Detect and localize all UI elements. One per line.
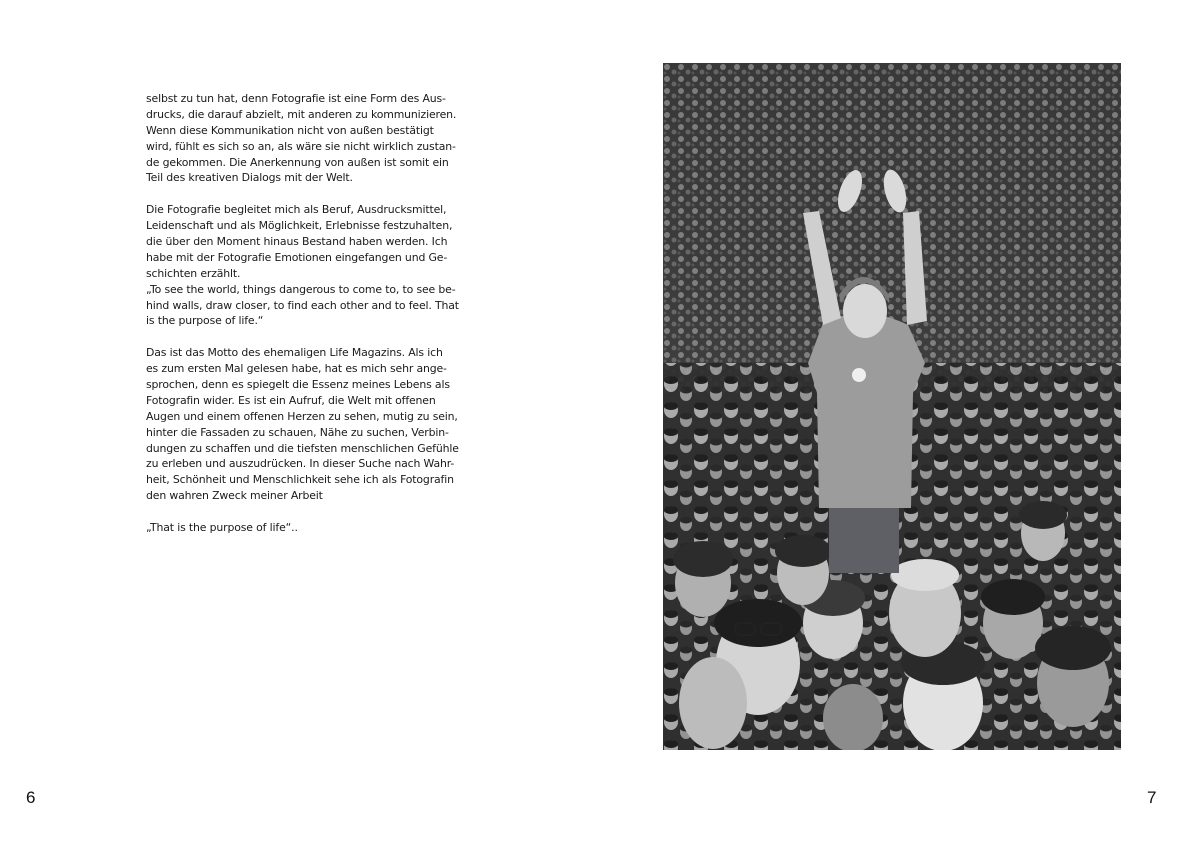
text-line: hinter die Fassaden zu schauen, Nähe zu suchen, Verbin- (146, 425, 449, 439)
text-line: habe mit der Fotografie Emotionen eingefangen und Ge- (146, 250, 448, 264)
text-line: sprochen, denn es spiegelt die Essenz meines Lebens als (146, 378, 450, 392)
body-text-column (146, 91, 458, 536)
text-line: de gekommen. Die Anerkennung von außen ist somit ein (146, 155, 449, 169)
photo-illustration (663, 63, 1121, 750)
page-number-right: 7 (1147, 788, 1157, 807)
text-line: Leidenschaft und als Möglichkeit, Erlebnisse festzuhalten, (146, 219, 453, 233)
text-line: schichten erzählt. (146, 266, 241, 280)
text-line: Das ist das Motto des ehemaligen Life Magazins. Als ich (146, 346, 443, 360)
text-line: es zum ersten Mal gelesen habe, hat es mich sehr ange- (146, 362, 447, 376)
text-line: den wahren Zweck meiner Arbeit (146, 489, 323, 503)
text-line: Die Fotografie begleitet mich als Beruf, Ausdrucksmittel, (146, 203, 447, 217)
paragraph-gap (146, 329, 458, 345)
text-line: heit, Schönheit und Menschlichkeit sehe ich als Fotografin (146, 473, 454, 487)
text-line: drucks, die darauf abzielt, mit anderen zu kommunizieren. (146, 107, 457, 121)
text-line: is the purpose of life.“ (146, 314, 264, 328)
text-line: „That is the purpose of life“.. (146, 521, 298, 535)
text-line: selbst zu tun hat, denn Fotografie ist eine Form des Aus- (146, 92, 446, 105)
right-page (596, 0, 1191, 842)
text-line: hind walls, draw closer, to find each other and to feel. That (146, 298, 459, 312)
concert-crowd-photo (663, 63, 1121, 750)
text-line: dungen zu schaffen und die tiefsten menschlichen Gefühle (146, 441, 459, 455)
left-page (0, 0, 595, 842)
text-line: „To see the world, things dangerous to come to, to see be- (146, 282, 456, 296)
text-line: Fotografin wider. Es ist ein Aufruf, die Welt mit offenen (146, 393, 436, 407)
page-number-left: 6 (26, 788, 36, 807)
text-line: die über den Moment hinaus Bestand haben werden. Ich (146, 235, 448, 249)
paragraph-gap (146, 504, 458, 520)
text-line: Wenn diese Kommunikation nicht von außen bestätigt (146, 123, 434, 137)
text-line: Augen und einem offenen Herzen zu sehen, mutig zu sein, (146, 409, 458, 423)
paragraph-gap (146, 186, 458, 202)
text-line: Teil des kreativen Dialogs mit der Welt. (146, 171, 353, 185)
text-line: wird, fühlt es sich so an, als wäre sie nicht wirklich zustan- (146, 139, 456, 153)
text-line: zu erleben und auszudrücken. In dieser Suche nach Wahr- (146, 457, 455, 471)
